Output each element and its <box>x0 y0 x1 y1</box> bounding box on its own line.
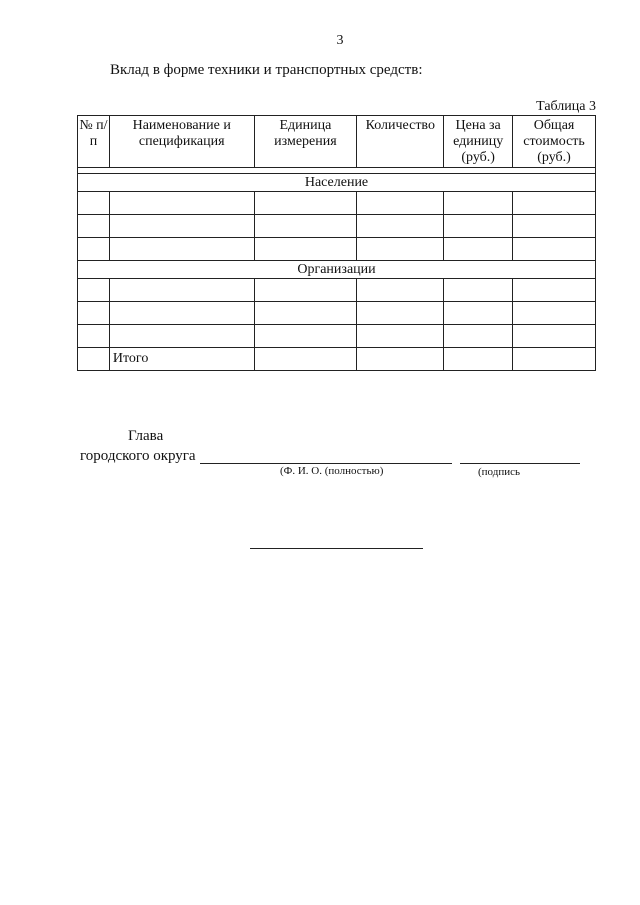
header-name: Наименование и спецификация <box>109 116 254 168</box>
header-unit-price: Цена за единицу (руб.) <box>444 116 513 168</box>
name-hint: (Ф. И. О. (полностью) <box>280 465 384 477</box>
document-heading: Вклад в форме техники и транспортных средств: <box>110 62 423 78</box>
table-row <box>78 279 596 302</box>
page-number: 3 <box>336 33 344 48</box>
header-total-cost: Общая стоимость (руб.) <box>513 116 596 168</box>
header-unit: Единица измерения <box>254 116 357 168</box>
total-row <box>78 348 596 371</box>
signature-line <box>460 463 580 464</box>
table-label: Таблица 3 <box>536 99 596 114</box>
table-row <box>78 325 596 348</box>
header-number: № п/п <box>78 116 110 168</box>
table-row <box>78 192 596 215</box>
signatory-title: Глава <box>128 428 164 444</box>
closing-divider <box>250 548 423 549</box>
signature-hint: (подпись <box>478 466 521 478</box>
header-quantity: Количество <box>357 116 444 168</box>
total-label: Итого <box>109 348 254 371</box>
section-row-population <box>78 174 596 192</box>
signatory-subtitle: городского округа <box>80 448 196 464</box>
name-signature-line <box>200 463 452 464</box>
section-title: Население <box>78 174 596 192</box>
section-title: Организации <box>78 261 596 279</box>
section-row-organizations <box>78 261 596 279</box>
table-row <box>78 215 596 238</box>
table-row <box>78 238 596 261</box>
contribution-table <box>77 115 596 371</box>
table-row <box>78 302 596 325</box>
table-header-row <box>78 116 596 168</box>
